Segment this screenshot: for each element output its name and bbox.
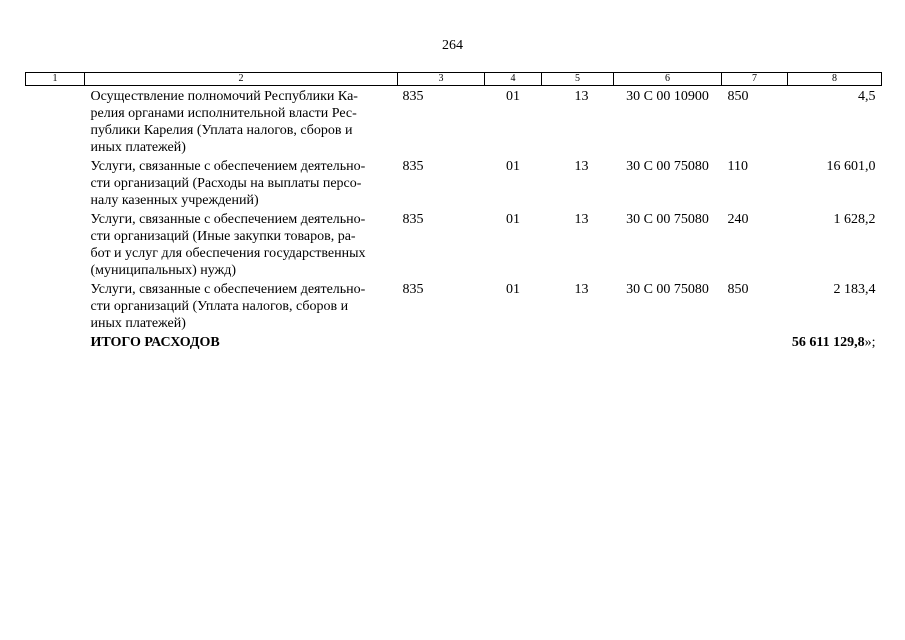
expense-name-line: публики Карелия (Уплата налогов, сборов и xyxy=(90,123,353,138)
amount-cell: 2 183,4 xyxy=(833,282,876,297)
expense-name-cell xyxy=(85,86,398,157)
budget-table xyxy=(25,72,882,351)
total-spacer-cell xyxy=(398,332,788,351)
expense-name-line: сти организаций (Расходы на выплаты персо- xyxy=(90,176,362,191)
section-code-cell: 01 xyxy=(506,159,520,174)
ministry-code-cell: 835 xyxy=(402,212,424,227)
total-label: ИТОГО РАСХОДОВ xyxy=(90,335,220,350)
expense-name-cell xyxy=(85,156,398,209)
column-header-2: 2 xyxy=(85,73,398,86)
subsection-code-cell: 13 xyxy=(574,89,589,104)
column-header-1: 1 xyxy=(26,73,85,86)
subsection-code-cell: 13 xyxy=(574,159,589,174)
row-number-cell xyxy=(26,209,85,279)
expense-type-code-cell: 240 xyxy=(727,212,749,227)
section-code-cell: 01 xyxy=(506,212,520,227)
expense-type-code-cell: 850 xyxy=(727,282,749,297)
table-row xyxy=(26,209,882,279)
expense-name-line: иных платежей) xyxy=(90,316,186,331)
row-number-cell xyxy=(26,279,85,332)
total-row xyxy=(26,332,882,351)
row-number-cell xyxy=(26,156,85,209)
expense-name-line: сти организаций (Уплата налогов, сборов и xyxy=(90,299,349,314)
target-item-code-cell: 30 С 00 75080 xyxy=(626,282,709,297)
column-header-row xyxy=(26,73,882,86)
table-row xyxy=(26,279,882,332)
amount-cell: 1 628,2 xyxy=(833,212,876,227)
target-item-code-cell: 30 С 00 10900 xyxy=(626,89,709,104)
column-header-3: 3 xyxy=(398,73,485,86)
table-body xyxy=(26,86,882,352)
expense-name-line: иных платежей) xyxy=(90,140,186,155)
target-item-code-cell: 30 С 00 75080 xyxy=(626,159,709,174)
ministry-code-cell: 835 xyxy=(402,159,424,174)
expense-name-line: бот и услуг для обеспечения государственных xyxy=(90,246,366,261)
column-header-7: 7 xyxy=(722,73,788,86)
column-header-5: 5 xyxy=(542,73,614,86)
column-header-4: 4 xyxy=(485,73,542,86)
total-spacer-cell xyxy=(26,332,85,351)
section-code-cell: 01 xyxy=(506,89,520,104)
total-suffix: »; xyxy=(864,335,876,350)
expense-name-line: Услуги, связанные с обеспечением деятельно- xyxy=(90,212,366,227)
expense-name-cell xyxy=(85,209,398,279)
total-value-cell xyxy=(788,332,882,351)
expense-name-cell xyxy=(85,279,398,332)
expense-type-code-cell: 850 xyxy=(727,89,749,104)
expense-name-line: релия органами исполнительной власти Рес- xyxy=(90,106,357,121)
expense-name-line: Осуществление полномочий Республики Ка- xyxy=(90,89,358,104)
subsection-code-cell: 13 xyxy=(574,212,589,227)
section-code-cell: 01 xyxy=(506,282,520,297)
amount-cell: 16 601,0 xyxy=(826,159,876,174)
expense-name-line: сти организаций (Иные закупки товаров, ра- xyxy=(90,229,356,244)
expense-name-line: (муниципальных) нужд) xyxy=(90,263,237,278)
table-row xyxy=(26,156,882,209)
table-row xyxy=(26,86,882,157)
row-number-cell xyxy=(26,86,85,157)
target-item-code-cell: 30 С 00 75080 xyxy=(626,212,709,227)
expense-type-code-cell: 110 xyxy=(727,159,748,174)
subsection-code-cell: 13 xyxy=(574,282,589,297)
column-header-6: 6 xyxy=(614,73,722,86)
ministry-code-cell: 835 xyxy=(402,282,424,297)
expense-name-line: налу казенных учреждений) xyxy=(90,193,259,208)
ministry-code-cell: 835 xyxy=(402,89,424,104)
page-number: 264 xyxy=(442,38,463,53)
expense-name-line: Услуги, связанные с обеспечением деятельно- xyxy=(90,159,366,174)
expense-name-line: Услуги, связанные с обеспечением деятельно- xyxy=(90,282,366,297)
total-value: 56 611 129,8 xyxy=(791,335,865,350)
amount-cell: 4,5 xyxy=(858,89,876,104)
column-header-8: 8 xyxy=(788,73,882,86)
